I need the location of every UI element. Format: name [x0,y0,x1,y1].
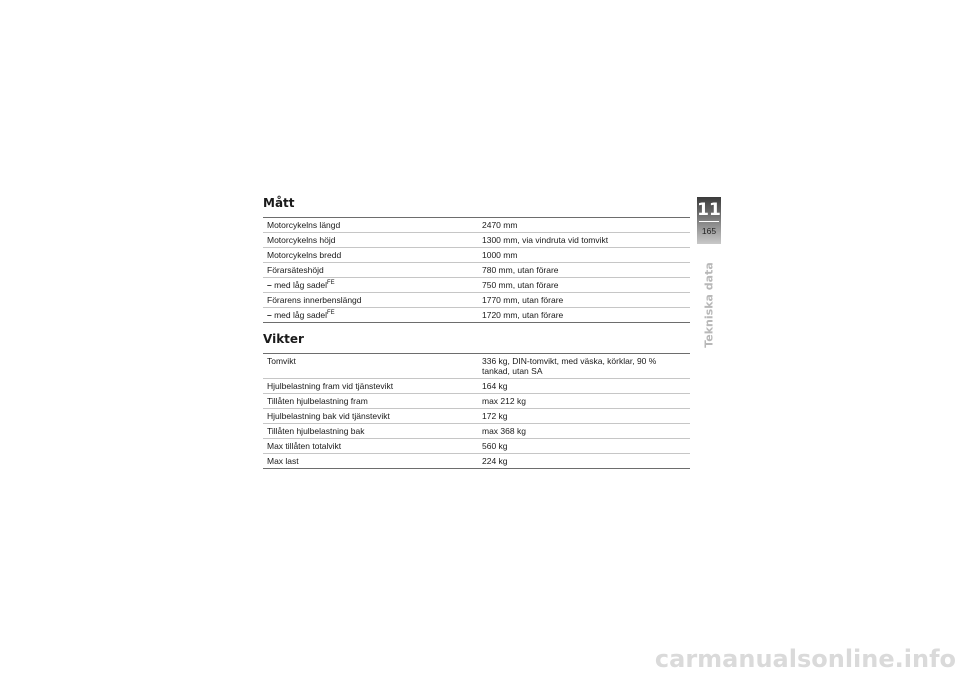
table-row [263,308,690,323]
table-row [263,293,690,308]
row-label: Hjulbelastning bak vid tjänstevikt [263,409,478,424]
chapter-divider [699,221,719,222]
row-value: 780 mm, utan förare [478,263,690,278]
footnote-marker: FE [327,280,335,286]
row-value: 164 kg [478,379,690,394]
row-value: 1720 mm, utan förare [478,308,690,323]
table-row [263,233,690,248]
row-label: Förarsäteshöjd [263,263,478,278]
table-row [263,424,690,439]
row-value: 560 kg [478,439,690,454]
row-label-text: med låg sadel [274,280,328,290]
row-label: Max last [263,454,478,469]
row-label: Motorcykelns höjd [263,233,478,248]
row-value: 1770 mm, utan förare [478,293,690,308]
section-title-matt: Mått [263,196,295,210]
table-row [263,409,690,424]
table-row [263,218,690,233]
footnote-marker: FE [327,310,335,316]
chapter-tab [697,197,721,244]
table-row [263,278,690,293]
table-row [263,394,690,409]
watermark: carmanualsonline.info [654,645,956,673]
row-label: Tillåten hjulbelastning fram [263,394,478,409]
row-label: Max tillåten totalvikt [263,439,478,454]
row-label: Hjulbelastning fram vid tjänstevikt [263,379,478,394]
row-value: 224 kg [478,454,690,469]
row-value-line: tankad, utan SA [482,366,543,376]
weights-table [263,353,690,469]
row-label: Motorcykelns bredd [263,248,478,263]
row-value-line: 336 kg, DIN-tomvikt, med väska, körklar, 90 % [482,356,657,366]
row-value: 2470 mm [482,220,518,230]
section-title-vikter: Vikter [263,332,304,346]
row-value: 1000 mm [478,248,690,263]
row-value: max 212 kg [478,394,690,409]
dimensions-table [263,217,690,323]
row-value [478,354,690,379]
row-label-sub [263,278,478,293]
row-label: Tillåten hjulbelastning bak [263,424,478,439]
table-row [263,248,690,263]
row-label: Motorcykelns längd [267,220,341,230]
table-row [263,439,690,454]
page-number: 165 [701,226,717,236]
row-label: Tomvikt [267,356,296,366]
row-value: 750 mm, utan förare [478,278,690,293]
table-row [263,263,690,278]
chapter-side-title: Tekniska data [702,262,716,348]
row-label: Förarens innerbenslängd [263,293,478,308]
chapter-number: 11 [697,200,721,220]
table-row [263,454,690,469]
spec-content [263,196,690,469]
row-label-sub [263,308,478,323]
row-label-text: med låg sadel [274,310,328,320]
table-row [263,354,690,379]
row-value: max 368 kg [478,424,690,439]
row-value: 1300 mm, via vindruta vid tomvikt [478,233,690,248]
row-value: 172 kg [478,409,690,424]
table-row [263,379,690,394]
